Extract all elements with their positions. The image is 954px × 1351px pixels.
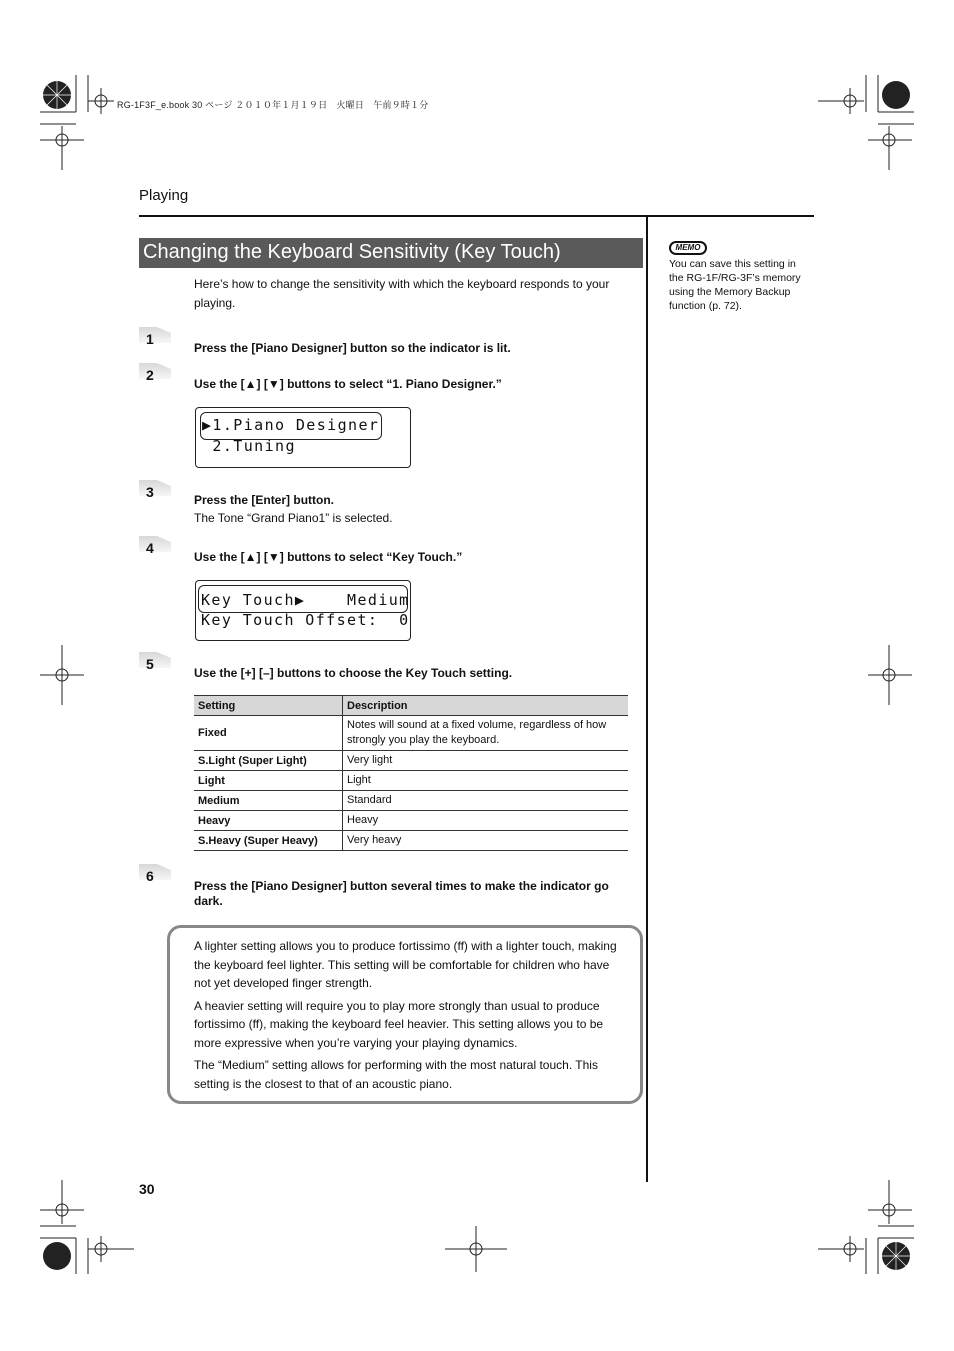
step-instruction: Press the [Piano Designer] button several times to make the indicator go dark. — [194, 879, 609, 908]
step-instruction: Use the [▲] [▼] buttons to select “1. Piano Designer.” — [194, 377, 502, 391]
lcd-line-2: 2.Tuning — [202, 437, 296, 455]
setting-cell: S.Light (Super Light) — [194, 751, 343, 771]
print-info: RG-1F3F_e.book 30 ページ ２０１０年１月１９日 火曜日 午前９時１分 — [117, 100, 429, 110]
lcd-line-1: Key Touch▶ Medium — [201, 591, 410, 609]
memo-badge: MEMO — [669, 241, 707, 255]
step-number: 6 — [139, 864, 171, 886]
table-row — [194, 771, 628, 791]
lcd-line-2: Key Touch Offset: 0 — [201, 611, 410, 629]
note-paragraph: A lighter setting allows you to produce fortissimo (ff) with a lighter touch, making the keyboard feel lighter. This setting will be comfortable for children who have not yet developed finger strength. — [194, 939, 617, 990]
description-cell: Light — [343, 771, 629, 791]
step-result: The Tone “Grand Piano1” is selected. — [194, 511, 393, 525]
setting-cell: Medium — [194, 791, 343, 811]
step-instruction: Press the [Enter] button. — [194, 493, 335, 507]
note-box — [167, 925, 643, 1104]
step-instruction: Press the [Piano Designer] button so the indicator is lit. — [194, 341, 511, 355]
section-title-bar — [139, 238, 643, 268]
intro-paragraph: Here’s how to change the sensitivity with which the keyboard responds to your playing. — [194, 277, 610, 310]
table-row — [194, 831, 628, 851]
section-label: Playing — [139, 187, 189, 204]
lcd-display-menu — [195, 407, 411, 468]
table-row — [194, 716, 628, 751]
column-header: Setting — [194, 696, 343, 716]
note-paragraph: A heavier setting will require you to play more strongly than usual to produce fortissimo (ff), making the keyboard feel heavier. This setting allows you to be more expressive when you’re varying your playing dynamics. — [194, 998, 604, 1050]
memo-text: You can save this setting in the RG-1F/RG-3F’s memory using the Memory Backup function (p. 72). — [669, 258, 801, 312]
setting-cell: Fixed — [194, 716, 343, 751]
step-instruction: Use the [+] [–] buttons to choose the Key Touch setting. — [194, 666, 513, 680]
table-row — [194, 791, 628, 811]
step-number: 4 — [139, 536, 171, 558]
step-number: 5 — [139, 652, 171, 674]
setting-cell: Light — [194, 771, 343, 791]
step-number: 3 — [139, 480, 171, 502]
description-cell: Standard — [343, 791, 629, 811]
key-touch-table — [194, 695, 628, 851]
lcd-line-1: ▶1.Piano Designer — [202, 416, 380, 434]
setting-cell: S.Heavy (Super Heavy) — [194, 831, 343, 851]
step-number: 2 — [139, 363, 171, 385]
header-rule — [139, 215, 814, 217]
description-cell: Very heavy — [343, 831, 629, 851]
step-instruction: Use the [▲] [▼] buttons to select “Key Touch.” — [194, 550, 463, 564]
section-title: Changing the Keyboard Sensitivity (Key Touch) — [143, 241, 561, 263]
table-header-row — [194, 696, 628, 716]
description-cell: Heavy — [343, 811, 629, 831]
column-header: Description — [343, 696, 629, 716]
note-paragraph: The “Medium” setting allows for performing with the most natural touch. This setting is the closest to that of an acoustic piano. — [194, 1058, 598, 1091]
description-cell: Very light — [343, 751, 629, 771]
column-divider — [646, 215, 648, 1182]
table-row — [194, 751, 628, 771]
setting-cell: Heavy — [194, 811, 343, 831]
table-row — [194, 811, 628, 831]
page-number: 30 — [139, 1181, 155, 1197]
description-cell: Notes will sound at a fixed volume, regardless of how strongly you play the keyboard. — [343, 716, 629, 751]
lcd-display-key-touch — [195, 580, 411, 641]
step-number: 1 — [139, 327, 171, 349]
